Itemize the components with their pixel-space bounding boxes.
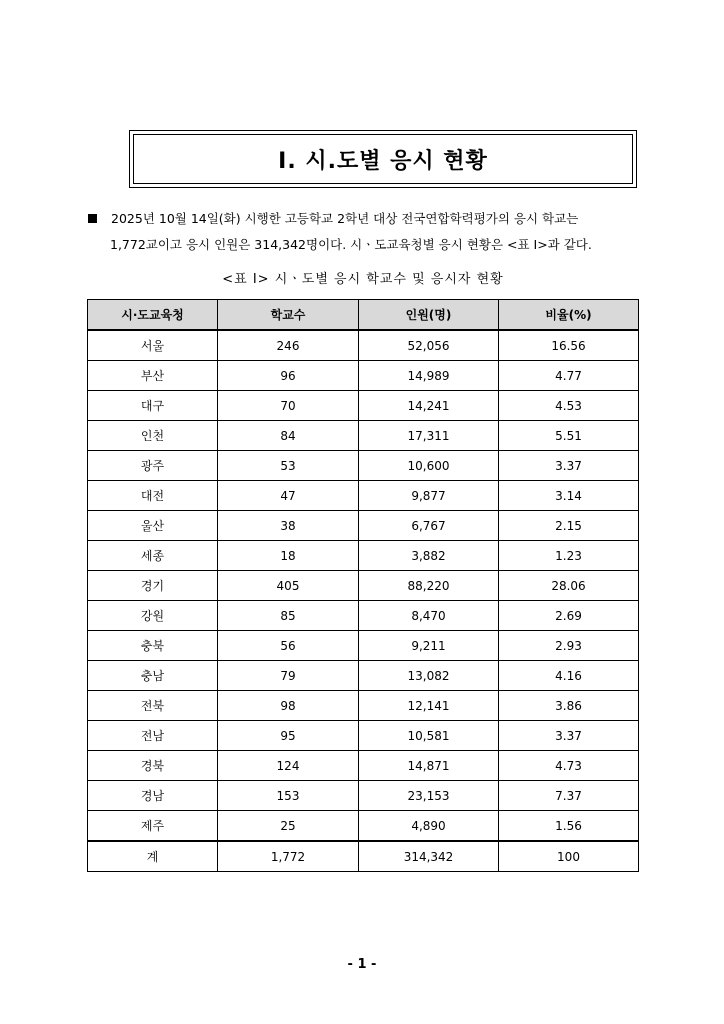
table-row xyxy=(88,811,639,842)
table-row xyxy=(88,391,639,421)
cell-schools: 153 xyxy=(218,781,359,811)
cell-region: 대구 xyxy=(88,391,218,421)
total-cell-schools: 1,772 xyxy=(218,841,359,872)
cell-region: 충북 xyxy=(88,631,218,661)
header-region: 시·도교육청 xyxy=(88,300,218,331)
cell-ratio: 3.86 xyxy=(499,691,639,721)
table-total-row xyxy=(88,841,639,872)
cell-students: 9,877 xyxy=(359,481,499,511)
cell-ratio: 4.77 xyxy=(499,361,639,391)
cell-ratio: 1.23 xyxy=(499,541,639,571)
square-bullet-icon xyxy=(88,214,97,223)
cell-ratio: 3.37 xyxy=(499,451,639,481)
cell-students: 52,056 xyxy=(359,330,499,361)
cell-schools: 56 xyxy=(218,631,359,661)
cell-region: 전북 xyxy=(88,691,218,721)
cell-ratio: 2.15 xyxy=(499,511,639,541)
cell-students: 88,220 xyxy=(359,571,499,601)
cell-region: 강원 xyxy=(88,601,218,631)
table-row xyxy=(88,721,639,751)
table-row xyxy=(88,511,639,541)
table-row xyxy=(88,691,639,721)
cell-ratio: 4.16 xyxy=(499,661,639,691)
cell-students: 14,989 xyxy=(359,361,499,391)
cell-students: 10,581 xyxy=(359,721,499,751)
table-row xyxy=(88,631,639,661)
table-header-row xyxy=(88,300,639,331)
header-ratio: 비율(%) xyxy=(499,300,639,331)
table-row xyxy=(88,541,639,571)
cell-schools: 79 xyxy=(218,661,359,691)
cell-region: 부산 xyxy=(88,361,218,391)
cell-region: 경북 xyxy=(88,751,218,781)
total-cell-region: 계 xyxy=(88,841,218,872)
cell-ratio: 2.69 xyxy=(499,601,639,631)
intro-paragraph xyxy=(88,206,644,258)
intro-line-2: 1,772교이고 응시 인원은 314,342명이다. 시ㆍ도교육청별 응시 현황은 <표 Ⅰ>과 같다. xyxy=(110,237,592,252)
cell-students: 23,153 xyxy=(359,781,499,811)
cell-ratio: 4.53 xyxy=(499,391,639,421)
cell-students: 17,311 xyxy=(359,421,499,451)
cell-schools: 38 xyxy=(218,511,359,541)
cell-schools: 53 xyxy=(218,451,359,481)
cell-schools: 96 xyxy=(218,361,359,391)
cell-schools: 95 xyxy=(218,721,359,751)
cell-students: 14,871 xyxy=(359,751,499,781)
table-row xyxy=(88,781,639,811)
cell-ratio: 2.93 xyxy=(499,631,639,661)
cell-ratio: 28.06 xyxy=(499,571,639,601)
cell-ratio: 3.37 xyxy=(499,721,639,751)
cell-schools: 18 xyxy=(218,541,359,571)
cell-schools: 47 xyxy=(218,481,359,511)
cell-students: 13,082 xyxy=(359,661,499,691)
cell-region: 서울 xyxy=(88,330,218,361)
table-caption: <표 Ⅰ> 시ㆍ도별 응시 학교수 및 응시자 현황 xyxy=(222,272,504,287)
cell-students: 12,141 xyxy=(359,691,499,721)
cell-students: 8,470 xyxy=(359,601,499,631)
cell-students: 3,882 xyxy=(359,541,499,571)
cell-students: 4,890 xyxy=(359,811,499,842)
cell-schools: 70 xyxy=(218,391,359,421)
cell-region: 경남 xyxy=(88,781,218,811)
cell-region: 광주 xyxy=(88,451,218,481)
table-row xyxy=(88,601,639,631)
cell-schools: 246 xyxy=(218,330,359,361)
cell-ratio: 1.56 xyxy=(499,811,639,842)
cell-region: 충남 xyxy=(88,661,218,691)
cell-students: 6,767 xyxy=(359,511,499,541)
cell-ratio: 16.56 xyxy=(499,330,639,361)
table-row xyxy=(88,751,639,781)
cell-students: 14,241 xyxy=(359,391,499,421)
title-box xyxy=(129,130,637,188)
cell-ratio: 4.73 xyxy=(499,751,639,781)
cell-region: 전남 xyxy=(88,721,218,751)
total-cell-students: 314,342 xyxy=(359,841,499,872)
cell-region: 세종 xyxy=(88,541,218,571)
page-title: I. 시.도별 응시 현황 xyxy=(133,134,633,184)
table-row xyxy=(88,451,639,481)
header-schools: 학교수 xyxy=(218,300,359,331)
cell-students: 10,600 xyxy=(359,451,499,481)
cell-schools: 85 xyxy=(218,601,359,631)
cell-schools: 84 xyxy=(218,421,359,451)
table-row xyxy=(88,481,639,511)
table-row xyxy=(88,571,639,601)
cell-schools: 25 xyxy=(218,811,359,842)
page-number: - 1 - xyxy=(347,957,377,972)
table-row xyxy=(88,661,639,691)
table-row xyxy=(88,330,639,361)
cell-region: 제주 xyxy=(88,811,218,842)
cell-schools: 405 xyxy=(218,571,359,601)
total-cell-ratio: 100 xyxy=(499,841,639,872)
cell-schools: 98 xyxy=(218,691,359,721)
cell-schools: 124 xyxy=(218,751,359,781)
header-students: 인원(명) xyxy=(359,300,499,331)
exam-status-table xyxy=(87,299,639,872)
table-row xyxy=(88,361,639,391)
cell-region: 울산 xyxy=(88,511,218,541)
intro-line-1 xyxy=(88,206,644,232)
cell-region: 인천 xyxy=(88,421,218,451)
table-row xyxy=(88,421,639,451)
cell-region: 경기 xyxy=(88,571,218,601)
cell-ratio: 5.51 xyxy=(499,421,639,451)
cell-region: 대전 xyxy=(88,481,218,511)
cell-ratio: 3.14 xyxy=(499,481,639,511)
cell-students: 9,211 xyxy=(359,631,499,661)
cell-ratio: 7.37 xyxy=(499,781,639,811)
intro-line-1-text: 2025년 10월 14일(화) 시행한 고등학교 2학년 대상 전국연합학력평가의 응시 학교는 xyxy=(111,211,579,226)
